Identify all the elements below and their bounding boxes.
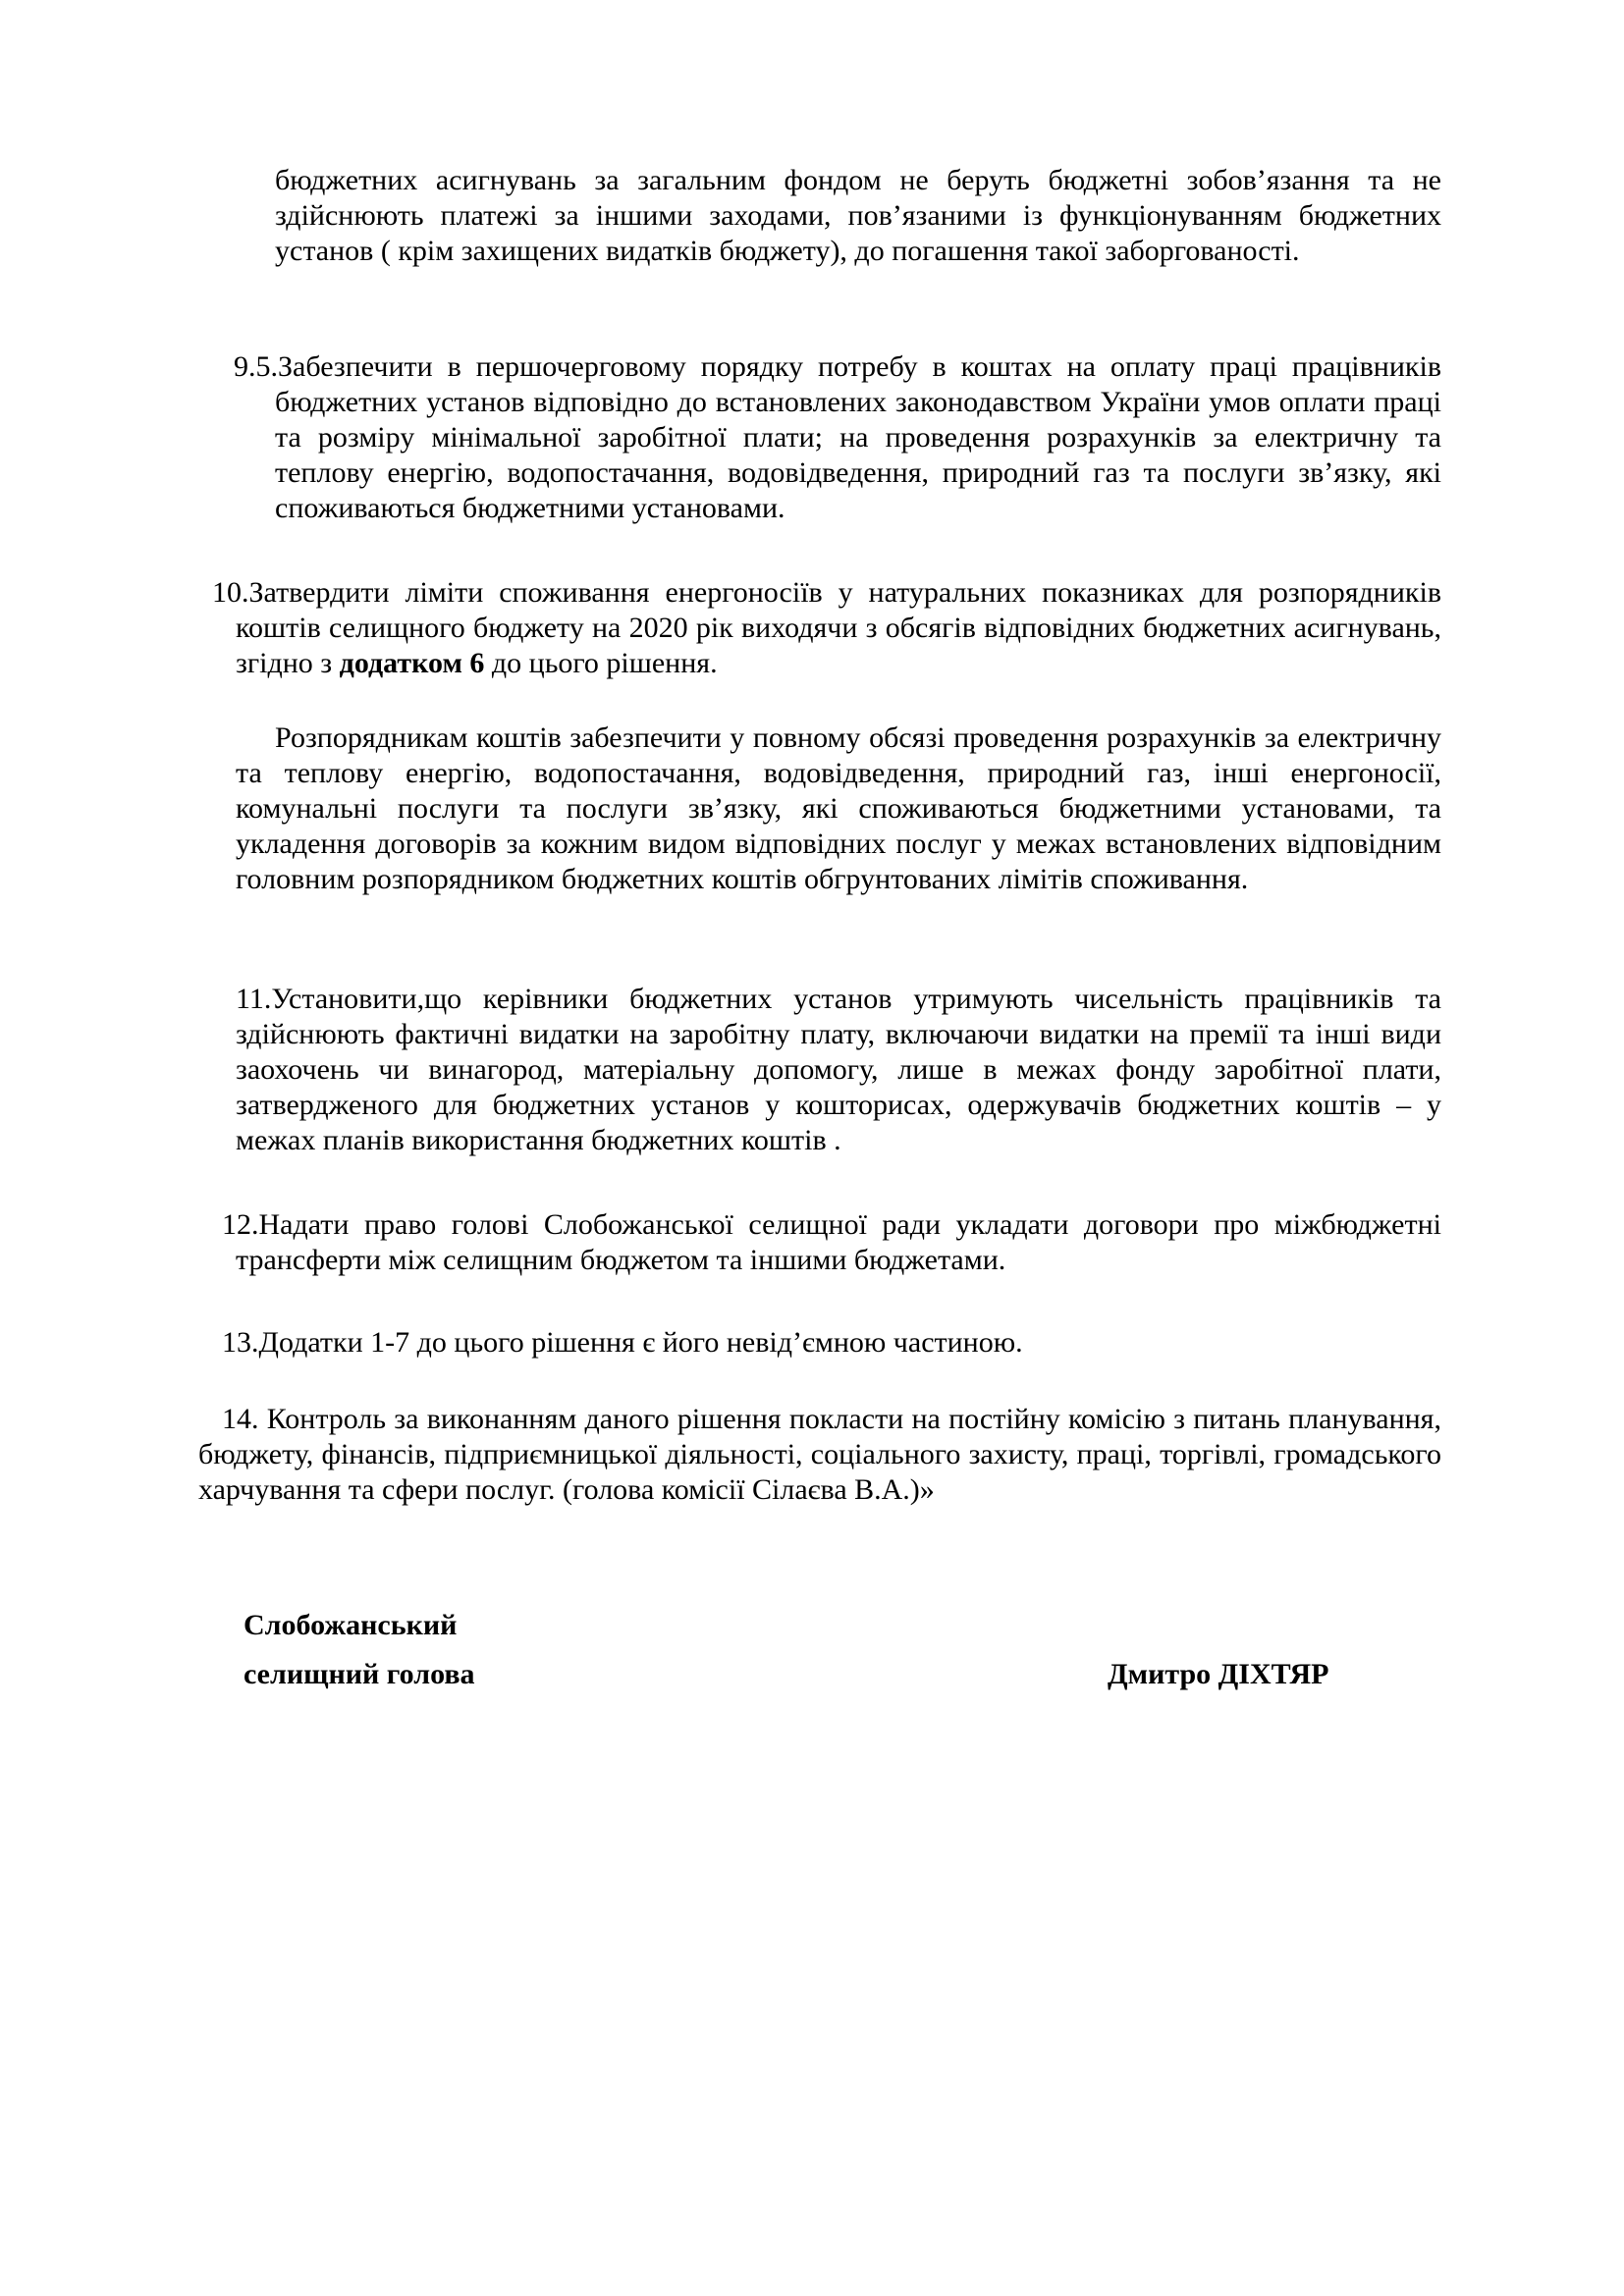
paragraph-13: 13.Додатки 1-7 до цього рішення є його невід’ємною частиною. [222,1326,1023,1359]
paragraph-10-text-a: 10.Затвердити ліміти споживання енергоносіїв у натуральних показниках для розпорядників коштів селищного бюджету на 2020 рік виходячи з обсягів відповідних бюджетних асигнувань, згідно з [212,576,1441,679]
signature-name: Дмитро ДІХТЯР [1108,1658,1329,1690]
paragraph-10-bold-ref: додатком 6 [339,647,485,679]
paragraph-11: 11.Установити,що керівники бюджетних установ утримують чисельність працівників та здійснюють фактичні видатки на заробітну плату, включаючи видатки на премії та інші види заохочень чи винагород, матеріальну допомогу, лише в межах фонду заробітної плати, затвердженого для бюджетних установ у кошторисах, одержувачів бюджетних коштів – у межах планів використання бюджетних коштів . [236,983,1441,1156]
paragraph-9-5: 9.5.Забезпечити в першочерговому порядку потребу в коштах на оплату праці працівників бюджетних установ відповідно до встановлених законодавством України умов оплати праці та розміру мінімальної заробітної плати; на проведення розрахунків за електричну та теплову енергію, водопостачання, водовідведення, природний газ та послуги зв’язку, які споживаються бюджетними установами. [234,350,1441,524]
paragraph-10-text-b: до цього рішення. [484,647,718,679]
paragraph-10-second: Розпорядникам коштів забезпечити у повному обсязі проведення розрахунків за електричну та теплову енергію, водопостачання, водовідведення, природний газ, інші енергоносії, комунальні послуги та послуги зв’язку, які споживаються бюджетними установами, та укладення договорів за кожним видом відповідних послуг у межах встановлених відповідним головним розпорядником бюджетних коштів обгрунтованих лімітів споживання. [236,721,1441,895]
paragraph-14: 14. Контроль за виконанням даного рішення покласти на постійну комісію з питань планування, бюджету, фінансів, підприємницької діяльності, соціального захисту, праці, торгівлі, громадського харчування та сфери послуг. (голова комісії Сілаєва В.А.)» [198,1403,1441,1506]
paragraph-continuation: бюджетних асигнувань за загальним фондом не беруть бюджетні зобов’язання та не здійснюють платежі за іншими заходами, пов’язаними із функціонуванням бюджетних установ ( крім захищених видатків бюджету), до погашення такої заборгованості. [275,164,1441,267]
signature-title-line2: селищний голова [244,1658,475,1690]
paragraph-10 [212,575,1441,681]
paragraph-12: 12.Надати право голові Слобожанської селищної ради укладати договори про міжбюджетні трансферти між селищним бюджетом та іншими бюджетами. [222,1208,1441,1276]
signature-title-line1: Слобожанський [244,1609,458,1641]
